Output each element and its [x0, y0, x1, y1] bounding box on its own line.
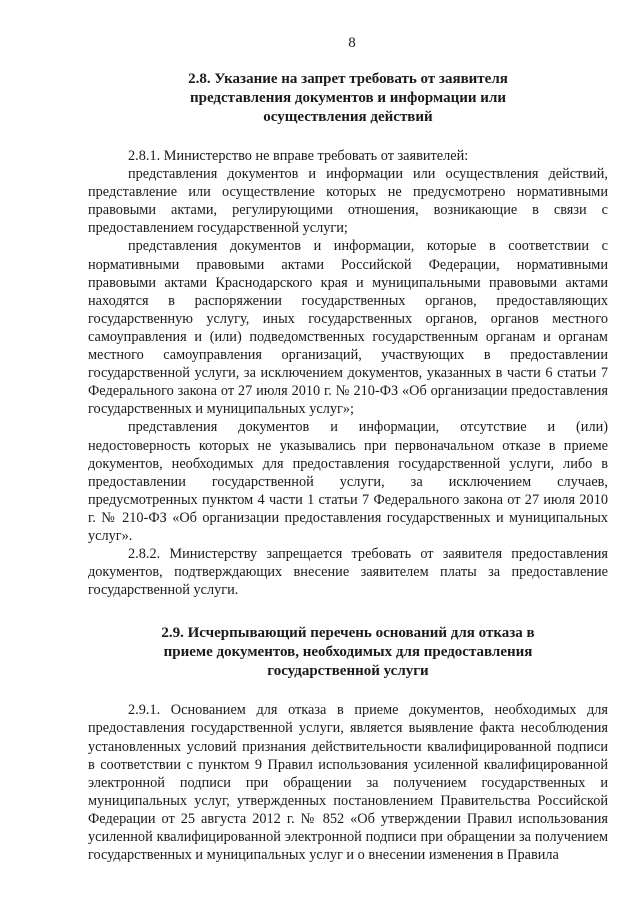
paragraph-2-8-1: 2.8.1. Министерство не вправе требовать от заявителей:	[128, 148, 469, 164]
spacer	[88, 127, 608, 147]
spacer	[88, 681, 608, 701]
paragraph-2-8-1-item-2: представления документов и информации, которые в соответствии с нормативными правовыми актами Российской Федерации, нормативными правовыми актами Краснодарского края и муниципальными правовыми актами находятся в распоряжении государственных органов, предоставляющих государственную услугу, иных государственных органов, органов местного самоуправления и (или) подведомственных государственным органам и органам местного самоуправления организаций, участвующих в предоставлении государственной услуги, за исключением документов, указанных в части 6 статьи 7 Федерального закона от 27 июля 2010 г. № 210-ФЗ «Об организации предоставления государственных и муниципальных услуг»;	[88, 238, 608, 418]
paragraph-2-8-2: 2.8.2. Министерству запрещается требовать от заявителя предоставления документов, подтверждающих внесение заявителем платы за предоставление государственной услуги.	[88, 546, 608, 599]
section-2-8-heading-line: осуществления действий	[263, 109, 433, 125]
paragraph-2-9-1: 2.9.1. Основанием для отказа в приеме документов, необходимых для предоставления государственной услуги, является выявление факта несоблюдения установленных условий признания действительности квалифицированной подписи в соответствии с пунктом 9 Правил использования усиленной квалифицированной электронной подписи при обращении за получением государственных и муниципальных услуг, утвержденных постановлением Правительства Российской Федерации от 25 августа 2012 г. № 852 «Об утверждении Правил использования усиленной квалифицированной электронной подписи при обращении за получением государственных и муниципальных услуг и о внесении изменения в Правила	[88, 702, 608, 864]
section-2-9-body	[88, 701, 608, 864]
section-2-8-body	[88, 147, 608, 599]
section-2-9-heading-line: 2.9. Исчерпывающий перечень оснований для отказа в	[161, 625, 535, 642]
paragraph-2-8-1-item-3: представления документов и информации, отсутствие и (или) недостоверность которых не указывались при первоначальном отказе в приеме документов, необходимых для предоставления государственной услуги, либо в предоставлении государственной услуги, за исключением случаев, предусмотренных пунктом 4 части 1 статьи 7 Федерального закона от 27 июля 2010 г. № 210-ФЗ «Об организации предоставления государственных и муниципальных услуг».	[88, 419, 608, 544]
section-2-9-heading-line: приеме документов, необходимых для предоставления	[163, 644, 533, 661]
section-2-8-heading-line: представления документов и информации или	[189, 90, 507, 106]
section-2-9-heading-line: государственной услуги	[267, 663, 429, 680]
section-2-8-heading	[88, 70, 608, 127]
section-2-8-heading-line: 2.8. Указание на запрет требовать от заявителя	[188, 71, 508, 87]
document-page	[88, 34, 608, 864]
section-2-9-heading	[88, 624, 608, 681]
paragraph-2-8-1-item-1: представления документов и информации или осуществления действий, представление или осуществление которых не предусмотрено нормативными правовыми актами, регулирующими отношения, возникающие в связи с предоставлением государственной услуги;	[88, 166, 608, 237]
page-number: 8	[348, 35, 356, 51]
